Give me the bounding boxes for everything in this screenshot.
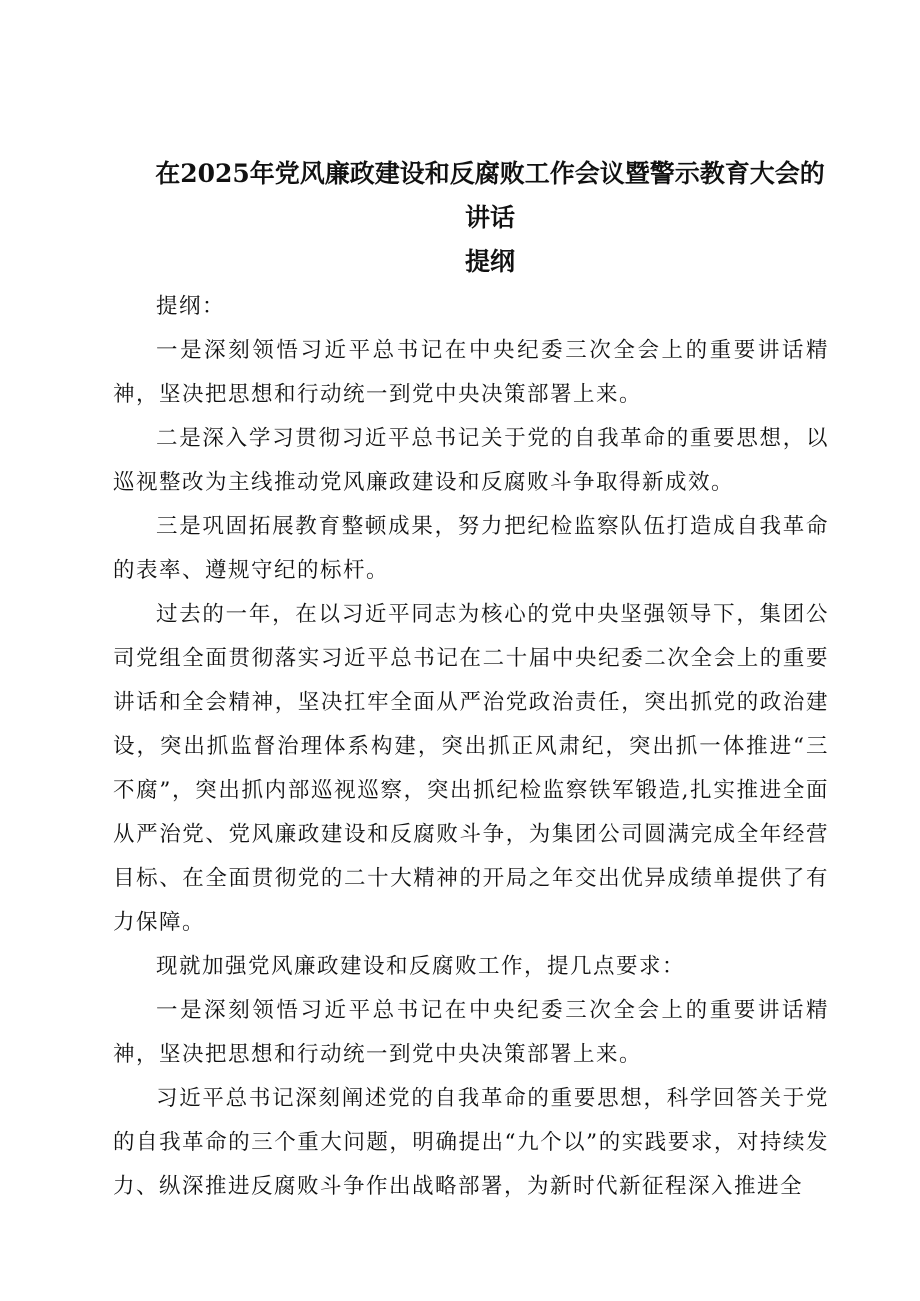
outline-point-3: 三是巩固拓展教育整顿成果，努力把纪检监察队伍打造成自我革命的表率、遵规守纪的标杆。 [113, 514, 829, 583]
section-1-paragraph: 习近平总书记深刻阐述党的自我革命的重要思想，科学回答关于党的自我革命的三个重大问题，明确提出“九个以”的实践要求，对持续发力、纵深推进反腐败斗争作出战略部署，为新时代新征程深入推进全 [113, 1086, 829, 1199]
outline-point-1: 一是深刻领悟习近平总书记在中央纪委三次全会上的重要讲话精神，坚决把思想和行动统一到党中央决策部署上来。 [113, 338, 829, 407]
title-line-1: 在2025年党风廉政建设和反腐败工作会议暨警示教育大会的讲话 [155, 159, 825, 232]
review-paragraph: 过去的一年，在以习近平同志为核心的党中央坚强领导下，集团公司党组全面贯彻落实习近平总书记在二十届中央纪委二次全会上的重要讲话和全会精神，坚决扛牢全面从严治党政治责任，突出抓党的政治建设，突出抓监督治理体系构建，突出抓正风肃纪，突出抓一体推进“三不腐”，突出抓内部巡视巡察，突出抓纪检监察铁军锻造,扎实推进全面从严治党、党风廉政建设和反腐败斗争，为集团公司圆满完成全年经营目标、在全面贯彻党的二十大精神的开局之年交出优异成绩单提供了有力保障。 [113, 602, 829, 935]
section-heading-1: 一是深刻领悟习近平总书记在中央纪委三次全会上的重要讲话精神，坚决把思想和行动统一到党中央决策部署上来。 [113, 998, 829, 1067]
outline-label: 提纲： [156, 294, 226, 319]
title-line-2: 提纲 [464, 247, 515, 276]
document-title [150, 152, 830, 284]
requirements-intro: 现就加强党风廉政建设和反腐败工作，提几点要求： [156, 954, 686, 979]
outline-point-2: 二是深入学习贯彻习近平总书记关于党的自我革命的重要思想，以巡视整改为主线推动党风廉政建设和反腐败斗争取得新成效。 [113, 426, 829, 495]
document-body [113, 285, 829, 1209]
